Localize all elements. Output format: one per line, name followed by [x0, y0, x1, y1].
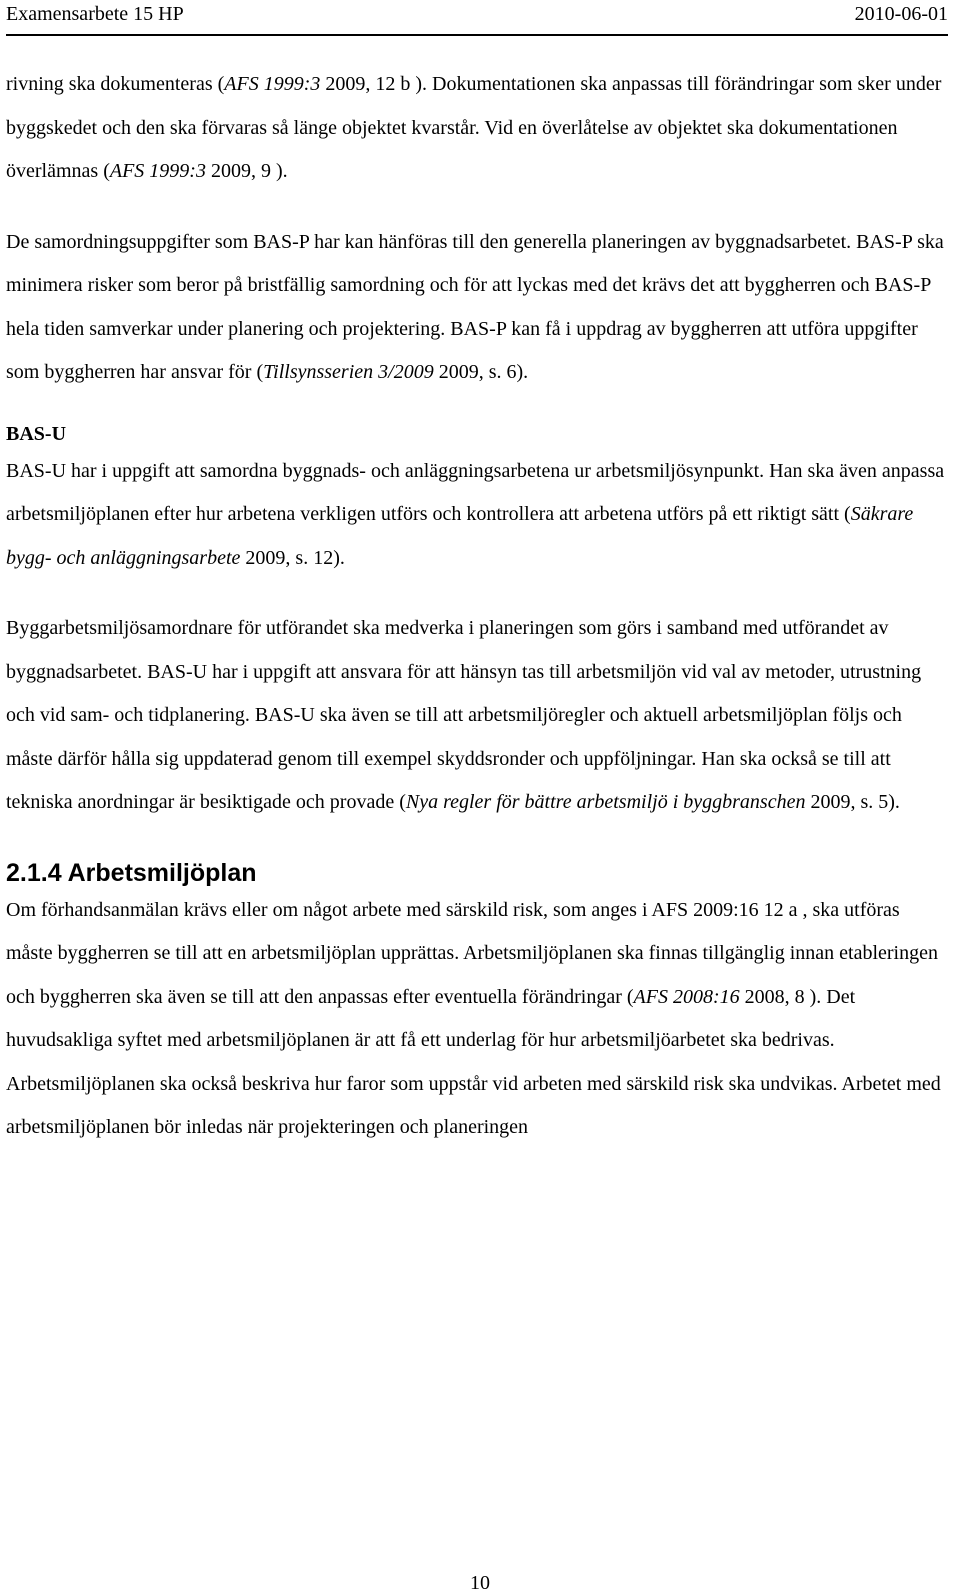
paragraph-documentation: rivning ska dokumenteras (AFS 1999:3 2009, 12 b ). Dokumentationen ska anpassas till förändringar som sker under byggskedet och den ska förvaras så länge objektet kvarstår. Vid en överlåtelse av objektet ska dokumentationen överlämnas (AFS 1999:3 2009, 9 ). — [6, 73, 942, 182]
page-number: 10 — [470, 1572, 490, 1594]
paragraph-bas-u: BAS-U har i uppgift att samordna byggnads- och anläggningsarbetena ur arbetsmiljösynpunkt. Han ska även anpassa arbetsmiljöplanen efter hur arbetena verkligen utförs och kontrollera att arbetena utförs på ett riktigt sätt (Säkrare bygg- och anläggningsarbete 2009, s. 12). — [6, 459, 945, 569]
paragraph-bygg-samordnare: Byggarbetsmiljösamordnare för utförandet ska medverka i planeringen som görs i samband med utförandet av byggnadsarbetet. BAS-U har i uppgift att ansvara för att hänsyn tas till arbetsmiljön vid val av metoder, utrustning och vid sam- och tidplanering. BAS-U ska även se till att arbetsmiljöregler och aktuell arbetsmiljöplan följs och måste därför hålla sig uppdaterad genom till exempel skyddsronder och uppföljningar. Han ska också se till att tekniska anordningar är besiktigade och provade (Nya regler för bättre arbetsmiljö i byggbranschen 2009, s. 5). — [6, 617, 922, 813]
subheading-bas-u: BAS-U — [6, 422, 67, 445]
page-body — [6, 63, 948, 1150]
header-title: Examensarbete 15 HP — [6, 3, 184, 25]
paragraph-arbetsmiljoplan: Om förhandsanmälan krävs eller om något arbete med särskild risk, som anges i AFS 2009:16 12 a , ska utföras måste byggherren se till att en arbetsmiljöplan upprättas. Arbetsmiljöplanen ska finnas tillgänglig innan etableringen och byggherren ska även se till att den anpassas efter eventuella förändringar (AFS 2008:16 2008, 8 ). Det huvudsakliga syftet med arbetsmiljöplanen är att få ett underlag för hur arbetsmiljöarbetet ska bedrivas. Arbetsmiljöplanen ska också beskriva hur faror som uppstår vid arbeten med särskild risk ska undvikas. Arbetet med arbetsmiljöplanen bör inledas när projekteringen och planeringen — [6, 898, 941, 1138]
header-date: 2010-06-01 — [854, 3, 948, 25]
section-heading: 2.1.4 Arbetsmiljöplan — [6, 858, 257, 887]
paragraph-bas-p: De samordningsuppgifter som BAS-P har kan hänföras till den generella planeringen av byggnadsarbetet. BAS-P ska minimera risker som beror på bristfällig samordning och för att lyckas med det krävs det att byggherren och BAS-P hela tiden samverkar under planering och projektering. BAS-P kan få i uppdrag av byggherren att utföra uppgifter som byggherren har ansvar för (Tillsynsserien 3/2009 2009, s. 6). — [6, 230, 944, 383]
page-header — [6, 0, 948, 36]
